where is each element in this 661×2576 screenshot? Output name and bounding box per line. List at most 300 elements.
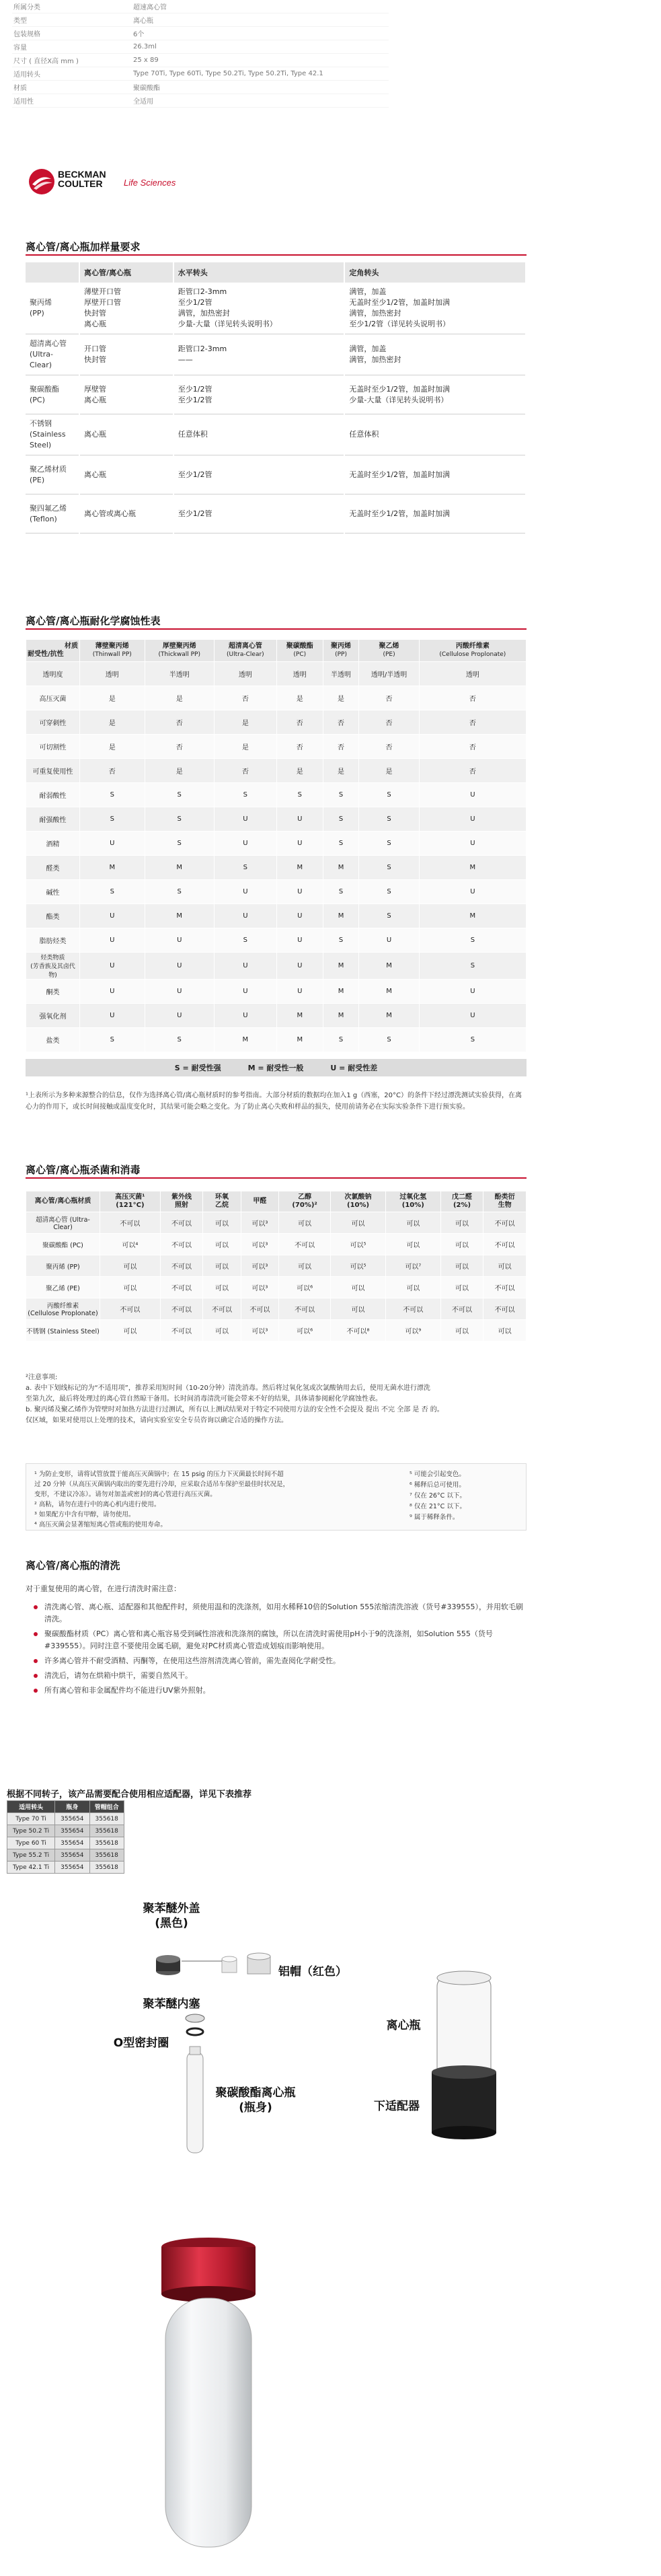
table-cell: S	[359, 904, 419, 928]
table-cell: U	[80, 832, 145, 856]
row-label: 可重复使用性	[26, 759, 80, 783]
row-label: 可切割性	[26, 735, 80, 759]
table-header	[241, 1191, 278, 1212]
table-cell: 离心瓶	[79, 414, 173, 455]
table-cell: 任意体积	[344, 414, 526, 455]
table-header	[145, 640, 214, 662]
table-cell: 355654	[55, 1837, 89, 1849]
footnote-line: 过 20 分钟（从高压灭菌锅内取出的要先进行冷却，应采取合适吊车保护至最佳时状况是，	[34, 1481, 290, 1488]
table-cell: 任意体积	[173, 414, 345, 455]
table-cell: S	[80, 880, 145, 904]
table-cell: 不可以	[483, 1298, 527, 1320]
cleaning-item: 清洗离心管、离心瓶、适配器和其他配件时，须使用温和的洗涤剂，如用水稀释10倍的Solution 555浓缩清洗溶液（货号#339555），并用软毛刷清洗。	[34, 1601, 524, 1625]
corner-top: 材质	[65, 642, 78, 650]
spec-row	[12, 27, 389, 40]
table-cell: 透明/半透明	[359, 662, 419, 686]
table-cell: S	[359, 856, 419, 880]
spec-row	[12, 94, 389, 108]
header-name: 聚碳酸酯	[286, 642, 313, 650]
table-cell: 不可以	[483, 1277, 527, 1298]
table-cell: U	[80, 980, 145, 1004]
table-cell: 不可以	[241, 1298, 278, 1320]
table-header: 水平转头	[173, 262, 345, 283]
footnote-line: ⁴ 高压灭菌会显著缩短离心管或瓶的使用寿命。	[34, 1521, 167, 1529]
cleaning-list	[34, 1601, 524, 1699]
row-label: 高压灭菌	[26, 686, 80, 710]
table-cell: 是	[80, 735, 145, 759]
table-row	[26, 928, 527, 953]
header-name: 聚乙烯	[379, 642, 399, 650]
table-cell: 可以	[100, 1320, 161, 1341]
spec-value: 26.3ml	[133, 43, 157, 50]
header-name: 离心管/离心瓶材质	[34, 1198, 91, 1205]
table-cell: 可以	[203, 1320, 241, 1341]
bottle-photo-icon	[148, 2234, 269, 2570]
table-cell: 不可以	[100, 1298, 161, 1320]
table-cell: 离心管或离心瓶	[79, 494, 173, 533]
table-cell: 至少1/2管	[173, 455, 345, 494]
table-row	[26, 494, 526, 533]
table-cell: U	[419, 980, 526, 1004]
table-cell: M	[214, 1028, 276, 1052]
table-cell: U	[419, 807, 526, 832]
table-cell: 是	[276, 759, 323, 783]
header-sub: (Ultra-Clear)	[227, 651, 264, 658]
table-cell: 可以	[331, 1277, 386, 1298]
table-cell: 薄壁开口管 厚壁开口管 快封管 离心瓶	[79, 283, 173, 334]
adapter-icon	[432, 2065, 496, 2139]
table-cell: U	[145, 953, 214, 980]
table-row	[26, 953, 527, 980]
table-cell: M	[419, 904, 526, 928]
spec-row	[12, 0, 389, 13]
table-cell: M	[323, 980, 359, 1004]
legend-u: U = 耐受性差	[330, 1064, 378, 1072]
spec-row	[12, 67, 389, 81]
table-cell: S	[359, 832, 419, 856]
table-cell: S	[323, 832, 359, 856]
table-cell: U	[276, 807, 323, 832]
table-cell: 可以	[203, 1234, 241, 1255]
table-cell: U	[145, 1004, 214, 1028]
table-header	[26, 1191, 100, 1212]
spec-key: 尺寸 ( 直径X高 mm )	[13, 58, 79, 65]
table-cell: 开口管 快封管	[79, 334, 173, 375]
label-o-ring: O型密封圈	[113, 2036, 169, 2050]
note-line: a. 表中下划线标记的为“不适用项”，推荐采用短时间（10-20分钟）清洗消毒。然后将过氧化氢或次氯酸钠用去后，使用无菌水进行漂洗	[26, 1385, 430, 1392]
table-cell: U	[214, 904, 276, 928]
table-cell: S	[145, 783, 214, 807]
table-cell: 可以⁶	[279, 1277, 331, 1298]
table-cell: M	[80, 856, 145, 880]
row-label: 酯类	[26, 904, 80, 928]
table-cell: M	[359, 1004, 419, 1028]
header-name: 次氯酸钠	[344, 1193, 372, 1201]
table-cell: U	[276, 832, 323, 856]
table-cell: 355654	[55, 1825, 89, 1837]
header-name: 薄壁聚丙烯	[95, 642, 129, 650]
header-name: 乙醇	[298, 1193, 312, 1201]
table-cell: 355618	[89, 1825, 124, 1837]
table-cell: U	[80, 928, 145, 953]
table-row	[26, 783, 527, 807]
table-header: 管帽组合	[89, 1801, 124, 1813]
table-cell: 否	[359, 735, 419, 759]
footnote-line: ⁵ 可能会引起变色。	[410, 1471, 465, 1478]
table-cell: U	[214, 832, 276, 856]
table-cell: S	[323, 783, 359, 807]
table-cell: 可以	[440, 1255, 483, 1277]
loading-volume-table	[26, 262, 527, 533]
table-cell: 可以⁶	[279, 1320, 331, 1341]
table-cell: 是	[80, 686, 145, 710]
table-cell: S	[359, 880, 419, 904]
table-cell: 否	[276, 735, 323, 759]
table-cell: S	[323, 1028, 359, 1052]
table-cell: 无盖时至少1/2管，加盖时加满	[344, 455, 526, 494]
section-divider	[26, 628, 527, 630]
footnote-line: ⁸ 仅在 21°C 以下。	[410, 1503, 466, 1510]
table-cell: S	[145, 807, 214, 832]
table-cell: 是	[359, 759, 419, 783]
table-header	[385, 1191, 440, 1212]
table-cell: U	[214, 880, 276, 904]
table-cell: 透明	[419, 662, 526, 686]
table-cell: 可以	[385, 1212, 440, 1234]
tube-icon	[437, 1971, 491, 2079]
table-header	[483, 1191, 527, 1212]
table-cell: U	[214, 953, 276, 980]
table-cell: S	[359, 807, 419, 832]
footnote-line: ⁶ 稀释后总可使用。	[410, 1481, 465, 1489]
table-cell: U	[145, 928, 214, 953]
header-sub: (10%)	[347, 1202, 370, 1209]
table-header	[160, 1191, 203, 1212]
table-cell: 是	[323, 759, 359, 783]
footnote-line: ² 高粘，请勿在进行中的离心机内进行使用。	[34, 1501, 161, 1508]
table-cell: 可以³	[241, 1234, 278, 1255]
table-cell: Type 50.2 Ti	[7, 1825, 55, 1837]
table-cell: M	[276, 856, 323, 880]
table-row	[26, 455, 526, 494]
red-cap-icon	[247, 1953, 270, 1974]
table-cell: M	[419, 856, 526, 880]
table-cell: S	[323, 807, 359, 832]
table-cell: S	[214, 856, 276, 880]
header-name: 酚类衍	[494, 1193, 515, 1201]
table-row	[26, 1004, 527, 1028]
table-cell: S	[214, 928, 276, 953]
header-name: 戊二醛	[452, 1193, 472, 1201]
table-row	[7, 1849, 124, 1862]
table-cell: S	[145, 832, 214, 856]
corner-bottom: 耐受性/抗性	[28, 651, 64, 658]
chemical-resistance-table	[26, 639, 527, 1052]
table-row	[26, 832, 527, 856]
table-cell: 是	[214, 710, 276, 735]
table-cell: 不可以	[160, 1212, 203, 1234]
table-cell: 是	[276, 686, 323, 710]
spec-key: 适用转头	[13, 71, 40, 79]
row-label: 聚碳酸酯 (PC)	[26, 1234, 100, 1255]
section-title-loading: 离心管/离心瓶加样量要求	[26, 241, 141, 253]
table-cell: 不可以	[160, 1277, 203, 1298]
table-cell: 可以	[440, 1212, 483, 1234]
note-line: 至第九次，最后将处理过的离心管自然晾干备用。长时间消毒清洗可能会带来不好的结果，具体请参阅耐化学腐蚀性表。	[26, 1395, 382, 1403]
table-row	[26, 1277, 527, 1298]
table-row	[26, 414, 526, 455]
table-cell: 聚四氟乙烯 (Teflon)	[26, 494, 79, 533]
table-cell: 不可以	[385, 1298, 440, 1320]
table-cell: S	[80, 783, 145, 807]
table-row	[7, 1837, 124, 1849]
table-row	[26, 1320, 527, 1341]
table-cell: 超清离心管 (Ultra-Clear)	[26, 334, 79, 375]
header-name: 过氧化氢	[399, 1193, 427, 1201]
table-cell: 不可以	[483, 1212, 527, 1234]
footnote-line: ⁹ 属于稀释条件。	[410, 1514, 459, 1521]
plug-icon	[222, 1956, 237, 1973]
header-name: 丙酸纤维素	[455, 642, 490, 650]
table-cell: 否	[419, 759, 526, 783]
table-row	[26, 662, 527, 686]
table-cell: S	[80, 807, 145, 832]
resistance-legend	[26, 1059, 527, 1076]
section-title-cleaning: 离心管/离心瓶的清洗	[26, 1559, 120, 1572]
header-name: 聚丙烯	[331, 642, 352, 650]
table-cell: 不可以	[279, 1234, 331, 1255]
table-cell: 否	[145, 710, 214, 735]
table-cell: U	[276, 928, 323, 953]
label-tube: 离心瓶	[386, 2019, 421, 2032]
table-cell: U	[359, 928, 419, 953]
table-cell: 否	[359, 710, 419, 735]
header-sub: (121°C)	[116, 1202, 145, 1209]
spec-list	[12, 0, 389, 108]
table-cell: S	[214, 783, 276, 807]
table-cell: U	[419, 880, 526, 904]
table-cell: 不可以	[440, 1298, 483, 1320]
table-cell: M	[323, 904, 359, 928]
table-cell: 355654	[55, 1849, 89, 1862]
spec-value: 聚碳酸酯	[133, 85, 160, 92]
table-cell: 否	[323, 710, 359, 735]
table-cell: 否	[419, 735, 526, 759]
header-sub: (PC)	[293, 651, 307, 658]
table-cell: Type 42.1 Ti	[7, 1862, 55, 1874]
table-cell: 可以⁹	[385, 1320, 440, 1341]
inner-plug-icon	[186, 2014, 204, 2022]
table-cell: 无盖时至少1/2管，加盖时加满	[344, 494, 526, 533]
table-cell: 355654	[55, 1862, 89, 1874]
table-cell: 是	[145, 759, 214, 783]
table-cell: 可以	[440, 1277, 483, 1298]
table-cell: M	[323, 1004, 359, 1028]
spec-value: Type 70Ti, Type 60Ti, Type 50.2Ti, Type 50.2Ti, Type 42.1	[133, 70, 323, 77]
table-cell: S	[145, 880, 214, 904]
header-sub: (10%)	[401, 1202, 424, 1209]
header-name: 紫外线	[171, 1193, 192, 1201]
table-header	[214, 640, 276, 662]
row-label: 酒精	[26, 832, 80, 856]
section-title-chemical: 离心管/离心瓶耐化学腐蚀性表	[26, 615, 161, 627]
table-cell: U	[419, 832, 526, 856]
label-red-cap: 铝帽（红色）	[278, 1965, 347, 1979]
table-cell: 是	[80, 710, 145, 735]
spec-key: 适用性	[13, 98, 34, 106]
sterilization-notes	[26, 1372, 527, 1426]
table-cell: S	[419, 1028, 526, 1052]
table-header: 定角转头	[344, 262, 526, 283]
logo-text-2: COULTER	[58, 178, 103, 189]
table-cell: U	[276, 980, 323, 1004]
table-cell: 可以	[385, 1234, 440, 1255]
table-cell: U	[214, 1004, 276, 1028]
table-corner	[26, 640, 80, 662]
row-label: 醛类	[26, 856, 80, 880]
table-cell: 可以³	[241, 1255, 278, 1277]
table-header	[100, 1191, 161, 1212]
table-header: 瓶身	[55, 1801, 89, 1813]
table-cell: 不可以	[160, 1234, 203, 1255]
table-cell: 可以	[100, 1255, 161, 1277]
header-sub: 生物	[498, 1202, 512, 1209]
table-row	[26, 1298, 527, 1320]
spec-row	[12, 40, 389, 54]
sterilization-table	[26, 1191, 527, 1341]
table-cell: 不可以	[279, 1298, 331, 1320]
table-cell: 355618	[89, 1862, 124, 1874]
table-cell: 355618	[89, 1813, 124, 1825]
table-cell: 透明	[80, 662, 145, 686]
table-cell: 是	[323, 686, 359, 710]
header-sub: 乙烷	[215, 1202, 229, 1209]
label-black-cap: 聚苯醚外盖 (黑色)	[143, 1902, 200, 1930]
table-cell: 半透明	[145, 662, 214, 686]
table-row	[26, 735, 527, 759]
row-label: 透明度	[26, 662, 80, 686]
header-sub: (Thinwall PP)	[92, 651, 132, 658]
table-cell: 不锈钢 (Stainless Steel)	[26, 414, 79, 455]
table-row	[26, 1212, 527, 1234]
table-cell: 满管，加盖 无盖时至少1/2管，加盖时加满 满管，加热密封 至少1/2管（详见转头说明书）	[344, 283, 526, 334]
row-label: 盐类	[26, 1028, 80, 1052]
row-label: 强氧化剂	[26, 1004, 80, 1028]
table-cell: 透明	[276, 662, 323, 686]
table-cell: 聚碳酸酯 (PC)	[26, 375, 79, 414]
table-cell: 至少1/2管 至少1/2管	[173, 375, 345, 414]
table-cell: U	[80, 1004, 145, 1028]
table-cell: U	[276, 880, 323, 904]
table-cell: 否	[80, 759, 145, 783]
table-cell: 可以⁵	[331, 1234, 386, 1255]
table-header	[203, 1191, 241, 1212]
table-cell: 聚丙烯 (PP)	[26, 283, 79, 334]
beckman-coulter-logo	[28, 165, 203, 206]
adapter-title: 根据不同转子，该产品需要配合使用相应适配器，详见下表推荐	[7, 1790, 252, 1800]
logo-mark-icon	[28, 168, 55, 195]
table-cell: 可以	[483, 1255, 527, 1277]
table-cell: S	[359, 783, 419, 807]
table-cell: U	[214, 807, 276, 832]
cleaning-item: 清洗后，请勿在烘箱中烘干，需要自然风干。	[34, 1670, 524, 1682]
table-cell: 不可以⁸	[331, 1320, 386, 1341]
header-sub: (Thickwall PP)	[158, 651, 200, 658]
table-cell: 可以	[100, 1277, 161, 1298]
spec-value: 离心瓶	[133, 17, 153, 25]
table-row	[26, 1028, 527, 1052]
table-cell: M	[276, 1004, 323, 1028]
table-cell: 可以³	[241, 1277, 278, 1298]
table-cell: 可以	[203, 1255, 241, 1277]
cleaning-item: 许多离心管并不耐受酒精、丙酮等，在使用这些溶剂清洗离心管前，需先查阅化学耐受性。	[34, 1655, 524, 1667]
cleaning-item: 所有离心管和非金属配件均不能进行UV紫外照射。	[34, 1685, 524, 1697]
footnote-line: 变形，不建议冷冻）。请勿对加盖或密封的离心管进行高压灭菌。	[34, 1491, 217, 1498]
table-cell: 厚壁管 离心瓶	[79, 375, 173, 414]
spec-value: 25 x 89	[133, 57, 159, 64]
table-cell: M	[145, 856, 214, 880]
header-name: 高压灭菌¹	[115, 1193, 145, 1201]
row-label: 聚丙烯 (PP)	[26, 1255, 100, 1277]
legend-s: S = 耐受性强	[174, 1064, 221, 1072]
row-label: 烃类物质 (芳香族及其卤代物)	[26, 953, 80, 980]
spec-key: 容量	[13, 44, 27, 52]
table-cell: M	[276, 1028, 323, 1052]
table-cell: 否	[276, 710, 323, 735]
table-cell: 355618	[89, 1837, 124, 1849]
table-row	[26, 710, 527, 735]
table-header: 适用转头	[7, 1801, 55, 1813]
table-cell: M	[359, 953, 419, 980]
table-cell: 可以⁵	[331, 1255, 386, 1277]
header-sub: 照射	[175, 1202, 189, 1209]
table-cell: 355618	[89, 1849, 124, 1862]
spec-row	[12, 54, 389, 67]
table-cell: 否	[323, 735, 359, 759]
assembly-diagram	[0, 1897, 661, 2180]
spec-row	[12, 81, 389, 94]
table-cell: M	[145, 904, 214, 928]
table-cell: 聚乙烯材质 (PE)	[26, 455, 79, 494]
header-sub: (70%)²	[292, 1202, 317, 1209]
row-label: 耐弱酸性	[26, 783, 80, 807]
table-cell: 不可以	[100, 1212, 161, 1234]
table-cell: 满管，加盖 满管，加热密封	[344, 334, 526, 375]
table-cell: Type 60 Ti	[7, 1837, 55, 1849]
row-label: 碱性	[26, 880, 80, 904]
table-cell: S	[145, 1028, 214, 1052]
table-header	[279, 1191, 331, 1212]
table-cell: 可以	[279, 1255, 331, 1277]
table-row	[26, 759, 527, 783]
table-cell: 可以	[203, 1212, 241, 1234]
table-cell: 距管口2-3mm 至少1/2管 满管，加热密封 少量-大量（详见转头说明书）	[173, 283, 345, 334]
table-cell: S	[80, 1028, 145, 1052]
table-cell: U	[276, 904, 323, 928]
table-cell: 是	[145, 686, 214, 710]
table-cell: 不可以	[203, 1298, 241, 1320]
table-row	[26, 283, 526, 334]
header-sub: (Cellulose Proplonate)	[439, 651, 506, 658]
table-row	[7, 1862, 124, 1874]
table-header	[419, 640, 526, 662]
table-row	[7, 1813, 124, 1825]
table-cell: 不可以	[160, 1320, 203, 1341]
table-cell: 不可以	[160, 1298, 203, 1320]
header-name: 超清离心管	[228, 642, 262, 650]
table-cell: 可以	[483, 1320, 527, 1341]
header-name: 环氧	[215, 1193, 229, 1201]
